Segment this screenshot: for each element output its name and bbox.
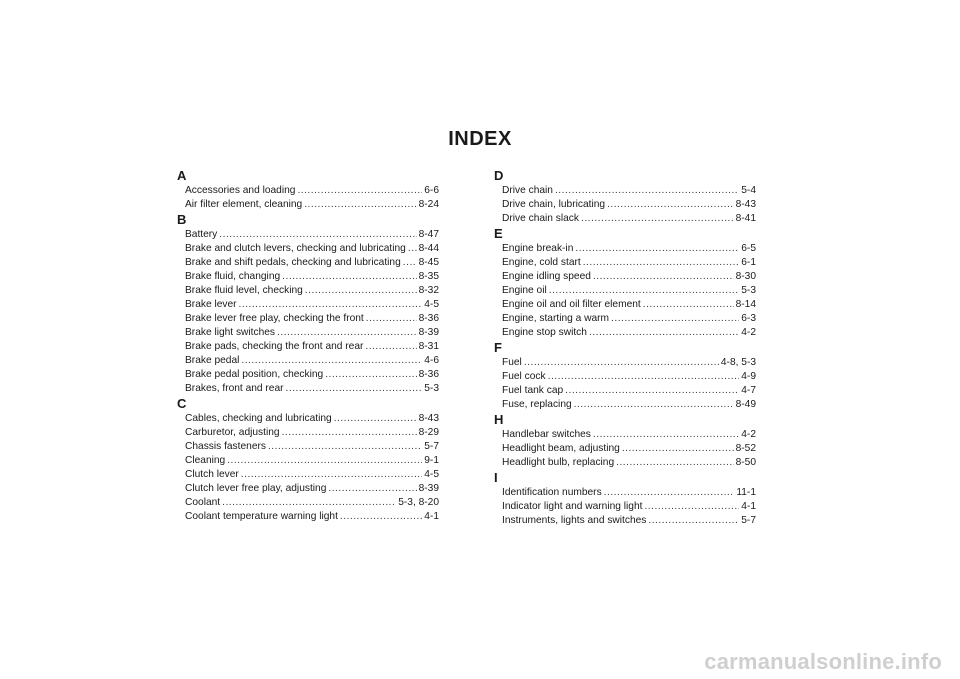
dot-leader <box>403 256 417 270</box>
index-section-letter: C <box>177 396 187 411</box>
dot-leader <box>365 340 416 354</box>
dot-leader <box>643 298 734 312</box>
index-entry-text: Brake pedal position, checking <box>185 369 324 380</box>
index-entry-text: Cleaning <box>185 455 226 466</box>
dot-leader <box>565 384 739 398</box>
index-entry-text: Engine, starting a warm <box>502 313 610 324</box>
index-entry <box>185 256 439 270</box>
index-entry-page: 8-29 <box>418 427 439 438</box>
dot-leader <box>593 270 734 284</box>
index-entry-page: 8-52 <box>735 443 756 454</box>
index-entry-text: Engine idling speed <box>502 271 591 282</box>
index-entry-page: 6-3 <box>741 313 756 324</box>
index-entry-page: 8-36 <box>418 313 439 324</box>
index-entry <box>185 312 439 326</box>
index-entry-text: Clutch lever <box>185 469 239 480</box>
index-entry <box>185 228 439 242</box>
index-entry-text: Engine, cold start <box>502 257 581 268</box>
index-column-left <box>177 168 439 524</box>
index-entry-text: Engine break-in <box>502 243 574 254</box>
index-section-letter: B <box>177 212 187 227</box>
index-entry <box>502 514 756 528</box>
index-entry <box>502 428 756 442</box>
index-entry <box>502 212 756 226</box>
index-entry-text: Engine stop switch <box>502 327 587 338</box>
dot-leader <box>282 426 417 440</box>
index-entry-page: 5-3 <box>741 285 756 296</box>
dot-leader <box>222 496 396 510</box>
index-entry <box>185 242 439 256</box>
index-entry <box>502 486 756 500</box>
index-entry-page: 4-7 <box>741 385 756 396</box>
dot-leader <box>334 412 417 426</box>
index-entry-text: Coolant temperature warning light <box>185 511 338 522</box>
index-entry-page: 8-43 <box>418 413 439 424</box>
index-entry-text: Brake fluid level, checking <box>185 285 303 296</box>
index-entry <box>502 284 756 298</box>
index-entry <box>185 382 439 396</box>
dot-leader <box>241 468 422 482</box>
index-entry-page: 8-39 <box>418 483 439 494</box>
index-entry <box>185 184 439 198</box>
index-entry-page: 5-4 <box>741 185 756 196</box>
index-entry <box>502 312 756 326</box>
index-entry-page: 5-3 <box>424 383 439 394</box>
index-section-letter: F <box>494 340 502 355</box>
watermark: carmanualsonline.info <box>704 649 942 674</box>
index-entry-text: Fuel <box>502 357 522 368</box>
index-entry-page: 8-47 <box>418 229 439 240</box>
index-entry-page: 8-32 <box>418 285 439 296</box>
index-entry-text: Coolant <box>185 497 221 508</box>
dot-leader <box>555 184 739 198</box>
dot-leader <box>408 242 417 256</box>
dot-leader <box>648 514 739 528</box>
dot-leader <box>227 454 422 468</box>
index-entry-page: 6-1 <box>741 257 756 268</box>
dot-leader <box>583 256 740 270</box>
index-entry <box>502 198 756 212</box>
index-entry <box>502 370 756 384</box>
index-entry-page: 4-9 <box>741 371 756 382</box>
dot-leader <box>622 442 734 456</box>
index-entry-text: Brake pedal <box>185 355 240 366</box>
index-entry <box>502 500 756 514</box>
dot-leader <box>328 482 416 496</box>
index-entry-page: 11-1 <box>736 487 756 498</box>
index-section-letter: D <box>494 168 504 183</box>
index-entry-text: Brake and shift pedals, checking and lubricating <box>185 257 401 268</box>
index-entry-text: Drive chain, lubricating <box>502 199 606 210</box>
dot-leader <box>548 370 740 384</box>
dot-leader <box>616 456 733 470</box>
index-entry-text: Fuel tank cap <box>502 385 564 396</box>
dot-leader <box>282 270 416 284</box>
index-entry <box>185 340 439 354</box>
index-entry <box>185 326 439 340</box>
index-section-letter: A <box>177 168 187 183</box>
index-entry-page: 5-3, 8-20 <box>398 497 439 508</box>
index-entry <box>502 384 756 398</box>
dot-leader <box>241 354 422 368</box>
index-entry <box>185 426 439 440</box>
index-entry-page: 8-35 <box>418 271 439 282</box>
index-entry-page: 4-2 <box>741 429 756 440</box>
dot-leader <box>524 356 719 370</box>
index-entry-page: 8-50 <box>735 457 756 468</box>
dot-leader <box>593 428 739 442</box>
dot-leader <box>304 198 416 212</box>
index-entry-text: Brake pads, checking the front and rear <box>185 341 364 352</box>
index-entry <box>502 398 756 412</box>
index-entry-page: 8-41 <box>735 213 756 224</box>
dot-leader <box>581 212 734 226</box>
index-entry-text: Brake and clutch levers, checking and lubricating <box>185 243 406 254</box>
dot-leader <box>268 440 422 454</box>
index-entry-text: Instruments, lights and switches <box>502 515 647 526</box>
index-entry <box>502 184 756 198</box>
index-entry-page: 8-39 <box>418 327 439 338</box>
index-entry-page: 4-1 <box>741 501 756 512</box>
index-entry <box>185 354 439 368</box>
index-entry-page: 6-6 <box>424 185 439 196</box>
index-entry-text: Fuel cock <box>502 371 546 382</box>
index-entry <box>185 198 439 212</box>
index-entry-page: 8-36 <box>418 369 439 380</box>
index-entry-page: 4-5 <box>424 299 439 310</box>
dot-leader <box>575 242 739 256</box>
index-entry-page: 4-1 <box>424 511 439 522</box>
index-entry <box>185 496 439 510</box>
index-entry-text: Air filter element, cleaning <box>185 199 303 210</box>
index-section-letter: I <box>494 470 498 485</box>
index-entry-text: Brake lever <box>185 299 237 310</box>
index-entry-page: 8-24 <box>418 199 439 210</box>
index-entry-text: Brake lever free play, checking the front <box>185 313 364 324</box>
index-entry-text: Handlebar switches <box>502 429 591 440</box>
index-entry-text: Indicator light and warning light <box>502 501 643 512</box>
index-entry <box>185 468 439 482</box>
index-entry <box>185 440 439 454</box>
dot-leader <box>611 312 739 326</box>
index-section-letter: E <box>494 226 503 241</box>
index-entry-page: 5-7 <box>741 515 756 526</box>
index-entry-text: Fuse, replacing <box>502 399 572 410</box>
index-entry-page: 8-49 <box>735 399 756 410</box>
index-entry-page: 8-30 <box>735 271 756 282</box>
index-entry-text: Engine oil <box>502 285 547 296</box>
index-entry <box>502 242 756 256</box>
index-entry-text: Headlight beam, adjusting <box>502 443 620 454</box>
index-entry <box>185 482 439 496</box>
index-section-letter: H <box>494 412 504 427</box>
index-entry-page: 8-44 <box>418 243 439 254</box>
index-entry-page: 8-31 <box>418 341 439 352</box>
index-column-right <box>494 168 756 528</box>
dot-leader <box>239 298 423 312</box>
index-entry-text: Brake light switches <box>185 327 276 338</box>
index-entry-text: Carburetor, adjusting <box>185 427 280 438</box>
dot-leader <box>549 284 740 298</box>
index-entry-text: Drive chain <box>502 185 553 196</box>
dot-leader <box>219 228 416 242</box>
dot-leader <box>604 486 735 500</box>
index-entry <box>502 442 756 456</box>
index-entry <box>502 326 756 340</box>
index-entry-text: Identification numbers <box>502 487 602 498</box>
page-title: INDEX <box>448 128 512 150</box>
dot-leader <box>607 198 734 212</box>
index-entry-page: 8-43 <box>735 199 756 210</box>
index-entry-text: Clutch lever free play, adjusting <box>185 483 327 494</box>
dot-leader <box>305 284 417 298</box>
index-entry-text: Headlight bulb, replacing <box>502 457 615 468</box>
index-entry-page: 4-2 <box>741 327 756 338</box>
index-entry <box>502 256 756 270</box>
index-entry <box>502 356 756 370</box>
index-entry-text: Brakes, front and rear <box>185 383 284 394</box>
dot-leader <box>297 184 422 198</box>
index-entry <box>185 298 439 312</box>
index-entry-text: Battery <box>185 229 218 240</box>
dot-leader <box>644 500 739 514</box>
index-entry <box>502 298 756 312</box>
index-entry-page: 4-6 <box>424 355 439 366</box>
index-entry-page: 8-14 <box>735 299 756 310</box>
dot-leader <box>574 398 734 412</box>
dot-leader <box>589 326 739 340</box>
dot-leader <box>277 326 417 340</box>
index-entry-page: 4-5 <box>424 469 439 480</box>
dot-leader <box>286 382 423 396</box>
index-entry <box>185 270 439 284</box>
index-entry <box>502 270 756 284</box>
index-entry-text: Brake fluid, changing <box>185 271 281 282</box>
index-entry-page: 6-5 <box>741 243 756 254</box>
dot-leader <box>340 510 422 524</box>
index-entry-text: Drive chain slack <box>502 213 579 224</box>
index-entry <box>502 456 756 470</box>
index-entry-text: Cables, checking and lubricating <box>185 413 332 424</box>
index-entry <box>185 454 439 468</box>
index-entry-text: Accessories and loading <box>185 185 296 196</box>
index-entry-text: Chassis fasteners <box>185 441 266 452</box>
index-entry <box>185 368 439 382</box>
index-entry-text: Engine oil and oil filter element <box>502 299 641 310</box>
index-entry <box>185 510 439 524</box>
index-entry-page: 8-45 <box>418 257 439 268</box>
index-entry <box>185 412 439 426</box>
index-entry-page: 5-7 <box>424 441 439 452</box>
index-entry-page: 9-1 <box>424 455 439 466</box>
dot-leader <box>366 312 417 326</box>
index-entry-page: 4-8, 5-3 <box>720 357 756 368</box>
index-entry <box>185 284 439 298</box>
dot-leader <box>325 368 416 382</box>
